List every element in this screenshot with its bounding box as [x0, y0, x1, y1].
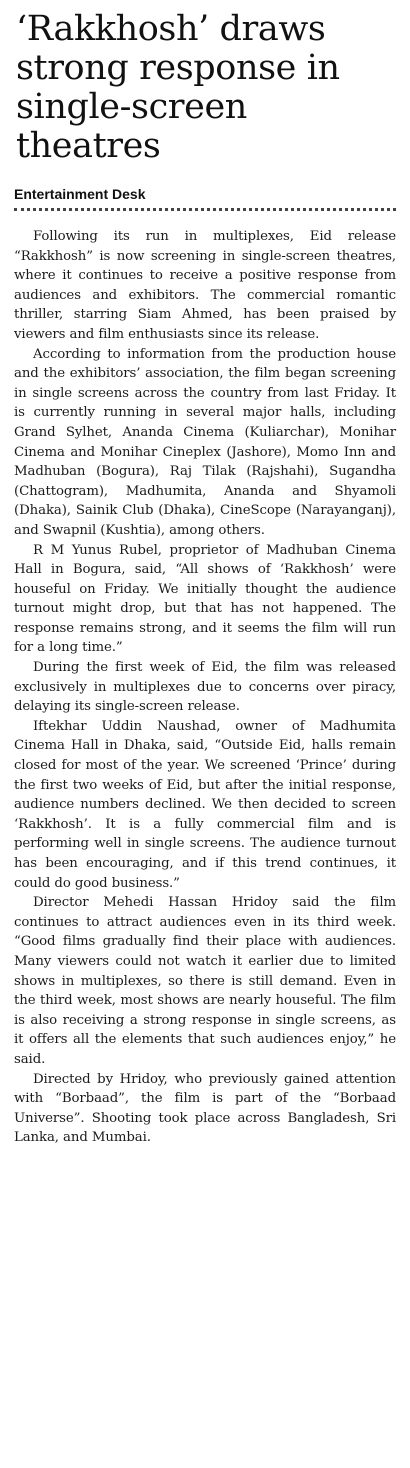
byline: Entertainment Desk	[14, 186, 146, 202]
paragraph: According to information from the production house and the exhibitors’ association, the film began screening in single screens across the country from last Friday. It is currently running in several major halls, including Grand Sylhet, Ananda Cinema (Kuliarchar), Monihar Cinema and Monihar Cineplex (Jashore), Momo Inn and Madhuban (Bogura), Raj Tilak (Rajshahi), Sugandha (Chattogram), Madhumita, Ananda and Shyamoli (Dhaka), Sainik Club (Dhaka), CineScope (Narayanganj), and Swapnil (Kushtia), among others.	[14, 346, 396, 538]
paragraph: Iftekhar Uddin Naushad, owner of Madhumita Cinema Hall in Dhaka, said, “Outside Eid, halls remain closed for most of the year. We screened ‘Prince’ during the first two weeks of Eid, but after the initial response, audience numbers declined. We then decided to screen ‘Rakkhosh’. It is a fully commercial film and is performing well in single screens. The audience turnout has been encouraging, and if this trend continues, it could do good business.”	[14, 718, 396, 891]
headline: ‘Rakkhosh’ draws strong response in single-screen theatres	[16, 9, 340, 166]
article	[14, 0, 396, 1148]
paragraph: During the first week of Eid, the film was released exclusively in multiplexes due to concerns over piracy, delaying its single-screen release.	[14, 660, 396, 715]
paragraph: Following its run in multiplexes, Eid release “Rakkhosh” is now screening in single-screen theatres, where it continues to receive a positive response from audiences and exhibitors. The commercial romantic thriller, starring Siam Ahmed, has been praised by viewers and film enthusiasts since its release.	[14, 229, 396, 342]
paragraph: Director Mehedi Hassan Hridoy said the film continues to attract audiences even in its third week. “Good films gradually find their place with audiences. Many viewers could not watch it earlier due to limited shows in multiplexes, so there is still demand. Even in the third week, most shows are nearly houseful. The film is also receiving a strong response in single screens, as it offers all the elements that such audiences enjoy,” he said.	[14, 895, 396, 1067]
paragraph: R M Yunus Rubel, proprietor of Madhuban Cinema Hall in Bogura, said, “All shows of ‘Rakkhosh’ were houseful on Friday. We initially thought the audience turnout might drop, but that has not happened. The response remains strong, and it seems the film will run for a long time.”	[14, 542, 396, 656]
paragraph: Directed by Hridoy, who previously gained attention with “Borbaad”, the film is part of the “Borbaad Universe”. Shooting took place across Bangladesh, Sri Lanka, and Mumbai.	[14, 1071, 396, 1146]
dotted-divider	[14, 208, 396, 211]
article-body	[14, 227, 396, 1148]
